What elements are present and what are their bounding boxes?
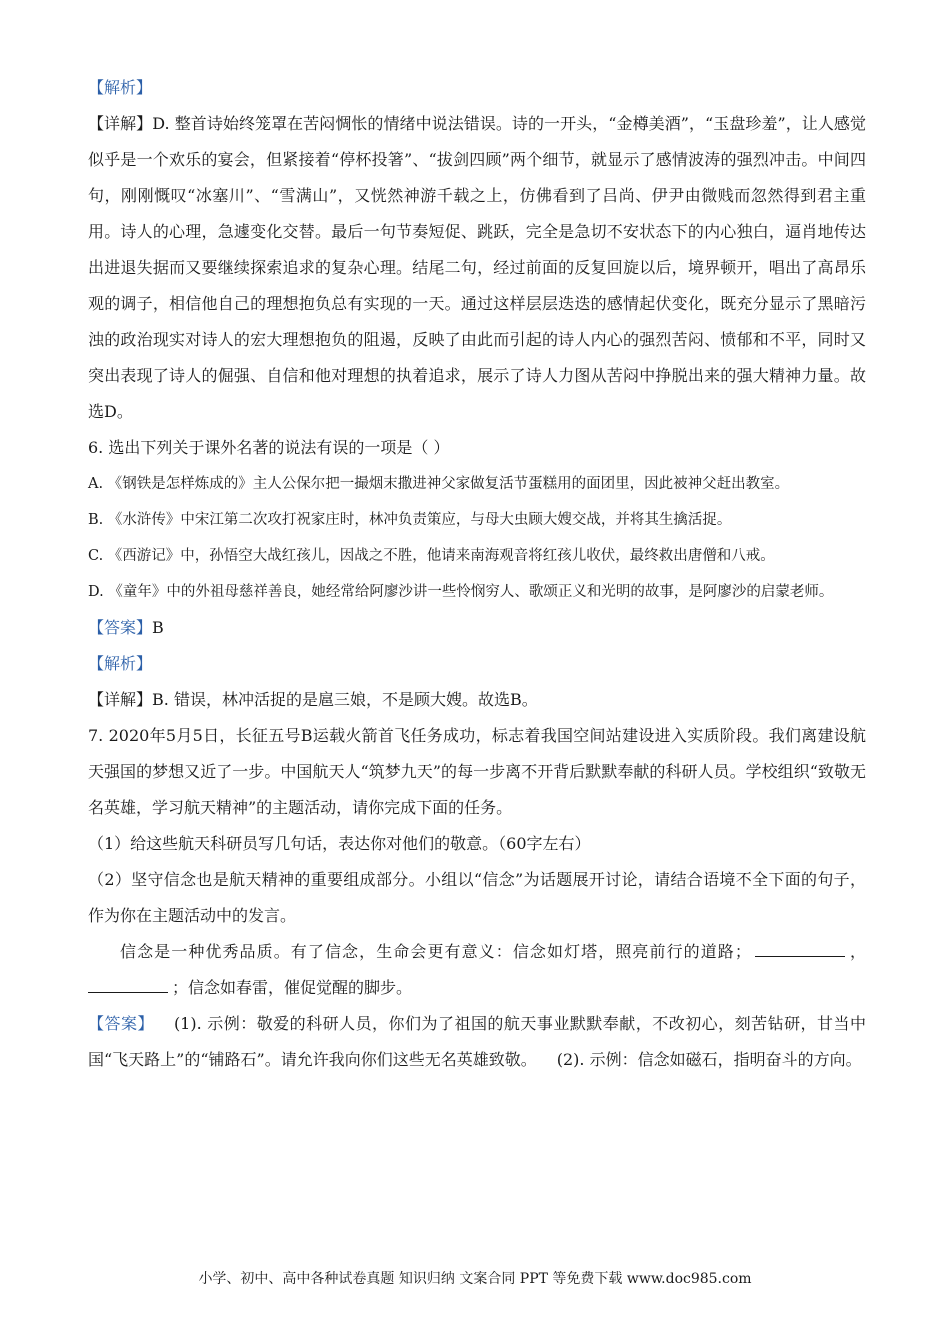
passage-text-b: ；信念如春雷，催促觉醒的脚步。 xyxy=(172,978,413,997)
answer-tag: 【答案】 xyxy=(88,618,153,637)
passage-text-a: 信念是一种优秀品质。有了信念，生命会更有意义：信念如灯塔，照亮前行的道路； xyxy=(120,942,751,961)
fill-blank xyxy=(755,940,845,957)
answer-text: B xyxy=(152,618,164,637)
detail-text: B. 错误，林冲活捉的是扈三娘，不是顾大嫂。故选B。 xyxy=(152,690,538,709)
question-7-task-1: （1）给这些航天科研员写几句话，表达你对他们的敬意。（60字左右） xyxy=(88,834,591,853)
question-6-detail xyxy=(88,682,866,718)
question-7-answer xyxy=(88,1006,866,1078)
analysis-tag: 【解析】 xyxy=(88,78,153,97)
question-6-answer xyxy=(88,610,866,646)
question-6-option-a: A. 《钢铁是怎样炼成的》主人公保尔把一撮烟末撒进神父家做复活节蛋糕用的面团里，因此被神父赶出教室。 xyxy=(88,476,790,492)
answer-1-text: (1). 示例：敬爱的科研人员，你们为了祖国的航天事业默默奉献，不改初心，刻苦钻研，甘当中国“飞天路上”的“铺路石”。请允许我向你们这些无名英雄致敬。 xyxy=(88,1014,866,1069)
question-6-option-c: C. 《西游记》中，孙悟空大战红孩儿，因战之不胜，他请来南海观音将红孩儿收伏，最终救出唐僧和八戒。 xyxy=(88,548,775,564)
question-7-task-2: （2）坚守信念也是航天精神的重要组成部分。小组以“信念”为话题展开讨论，请结合语境不全下面的句子，作为你在主题活动中的发言。 xyxy=(88,870,866,925)
question-7-passage xyxy=(88,934,866,1006)
question-6-analysis-tag: 【解析】 xyxy=(88,654,153,673)
question-6-option-d: D. 《童年》中的外祖母慈祥善良，她经常给阿廖沙讲一些怜悯穷人、歌颂正义和光明的故事，是阿廖沙的启蒙老师。 xyxy=(88,584,834,600)
question-7-stem: 7. 2020年5月5日，长征五号B运载火箭首飞任务成功，标志着我国空间站建设进入实质阶段。我们离建设航天强国的梦想又近了一步。中国航天人“筑梦九天”的每一步离不开背后默默奉献的科研人员。学校组织“致敬无名英雄，学习航天精神”的主题活动，请你完成下面的任务。 xyxy=(88,726,866,817)
document-page xyxy=(88,70,866,1078)
detail-tag: 【详解】 xyxy=(88,114,153,133)
answer-2-text: (2). 示例：信念如磁石，指明奋斗的方向。 xyxy=(556,1050,862,1069)
passage-comma: ， xyxy=(848,942,866,961)
page-footer: 小学、初中、高中各种试卷真题 知识归纳 文案合同 PPT 等免费下载 www.doc985.com xyxy=(198,1271,752,1287)
question-6-stem: 6. 选出下列关于课外名著的说法有误的一项是（ ） xyxy=(88,438,450,457)
detail-paragraph xyxy=(88,106,866,430)
detail-text: D. 整首诗始终笼罩在苦闷惆怅的情绪中说法错误。诗的一开头，“金樽美酒”，“玉盘珍羞”，让人感觉似乎是一个欢乐的宴会，但紧接着“停杯投箸”、“拔剑四顾”两个细节，就显示了感情波涛的强烈冲击。中间四句，刚刚慨叹“冰塞川”、“雪满山”，又恍然神游千载之上，仿佛看到了吕尚、伊尹由微贱而忽然得到君主重用。诗人的心理，急遽变化交替。最后一句节奏短促、跳跃，完全是急切不安状态下的内心独白，逼肖地传达出进退失据而又要继续探索追求的复杂心理。结尾二句，经过前面的反复回旋以后，境界顿开，唱出了高昂乐观的调子，相信他自己的理想抱负总有实现的一天。通过这样层层迭迭的感情起伏变化，既充分显示了黑暗污浊的政治现实对诗人的宏大理想抱负的阻遏，反映了由此而引起的诗人内心的强烈苦闷、愤郁和不平，同时又突出表现了诗人的倔强、自信和他对理想的执着追求，展示了诗人力图从苦闷中挣脱出来的强大精神力量。故选D。 xyxy=(88,114,866,421)
answer-tag: 【答案】 xyxy=(88,1014,154,1033)
fill-blank xyxy=(88,976,168,993)
detail-tag: 【详解】 xyxy=(88,690,153,709)
question-6-option-b: B. 《水浒传》中宋江第二次攻打祝家庄时，林冲负责策应，与母大虫顾大嫂交战，并将其生擒活捉。 xyxy=(88,512,732,528)
